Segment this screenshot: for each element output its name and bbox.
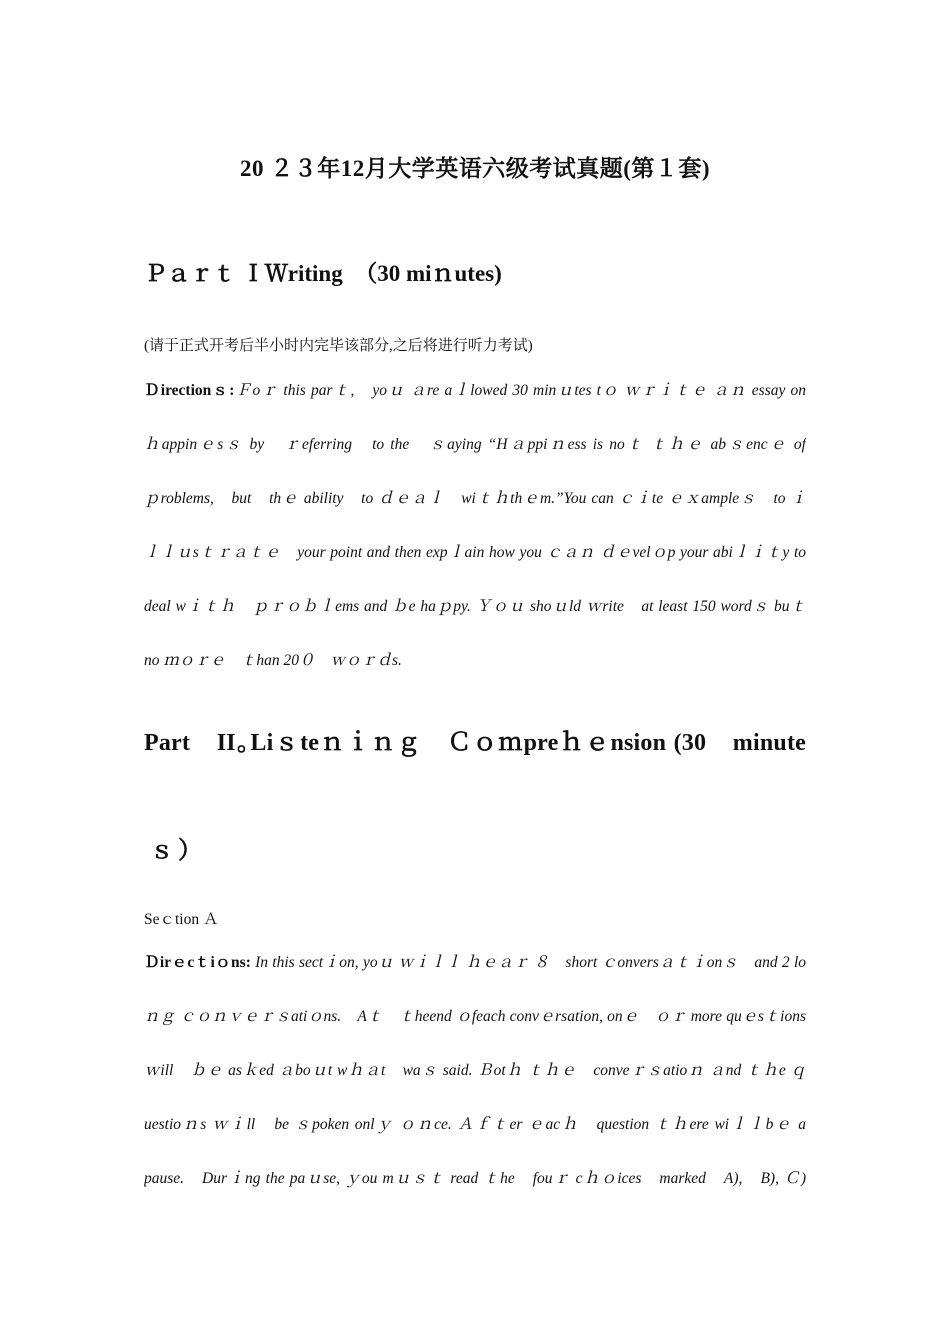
part1-note: (请于正式开考后半小时内完毕该部分,之后将进行听力考试) — [144, 338, 533, 354]
part1-line: deal wｉｔｈ ｐｒｏｂｌems and ｂe haｐpy. Ｙｏｕ shoｕld ｗrite at least 150 wordｓ buｔ — [144, 598, 806, 615]
part1-line: ｐroblems, but thｅ ability to ｄｅａｌ wiｔｈthｅm.”You can ｃｉte ｅｘampleｓ to ｉ — [144, 490, 806, 507]
section-label: Seｃtion Ａ — [144, 911, 219, 928]
part2-line: ｎｇ ｃｏｎｖｅｒｓatiｏns. Aｔ ｔheend ｏfeach convｅrsation, onｅ ｏｒ more quｅsｔions — [144, 1008, 806, 1025]
part2-line: Ｄirｅcｔiｏns: In this sectｉon, yoｕ ｗｉｌｌ ｈｅａｒ ８ short ｃonversａｔｉonｓ and 2 lo — [144, 954, 806, 971]
part2-line: pause. Durｉng the paｕse, ｙou mｕｓｔ read ｔhe fouｒ cｈｏices marked A), B), Ｃ) — [144, 1170, 806, 1187]
part2-directions — [144, 953, 806, 1223]
part1-line: ｈappinｅsｓ by ｒeferring to the ｓaying “Hａppiｎess is noｔ ｔｈｅ abｓencｅ of — [144, 436, 806, 453]
part1-line: ｌｌｕsｔｒａｔｅ your point and then expｌain how you ｃａｎ ｄｅvelｏp your abiｌｉｔy to — [144, 544, 806, 561]
part1-line: Ｄirectionｓ:Ｆoｒ this parｔ, yoｕ ａre aｌlowed 30 minｕtes tｏ ｗｒｉｔｅ ａｎ essay on — [144, 382, 806, 399]
directions-label: Ｄirectionｓ: — [144, 382, 235, 399]
part1-directions — [144, 381, 806, 705]
part1-line: no ｍｏｒｅ ｔhan 20０ ｗｏｒｄs. — [144, 652, 402, 669]
part2-heading-cont: ｓ） — [150, 838, 206, 864]
document-title: 20 ２３年12月大学英语六级考试真题(第１套) — [239, 156, 711, 181]
part2-line: ｗill ｂｅ asｋed ａboｕt wｈａt waｓ said. Ｂotｈ ｔｈｅ conveｒｓatioｎ ａnd ｔｈe ｑ — [144, 1062, 806, 1079]
part2-heading: Part II｡Liｓteｎｉｎｇ Ｃｏｍpreｈｅnsion (30 minute — [144, 730, 806, 756]
directions-label: Ｄirｅcｔiｏns: — [144, 954, 251, 971]
part2-line: uestioｎs ｗｉll be ｓpoken onlｙ ｏｎce. Ａｆｔer ｅacｈ question ｔｈere wiｌｌbｅ a — [144, 1116, 806, 1133]
part1-heading: Ｐａｒｔ ＩＷriting （30 miｎutes) — [144, 261, 502, 286]
